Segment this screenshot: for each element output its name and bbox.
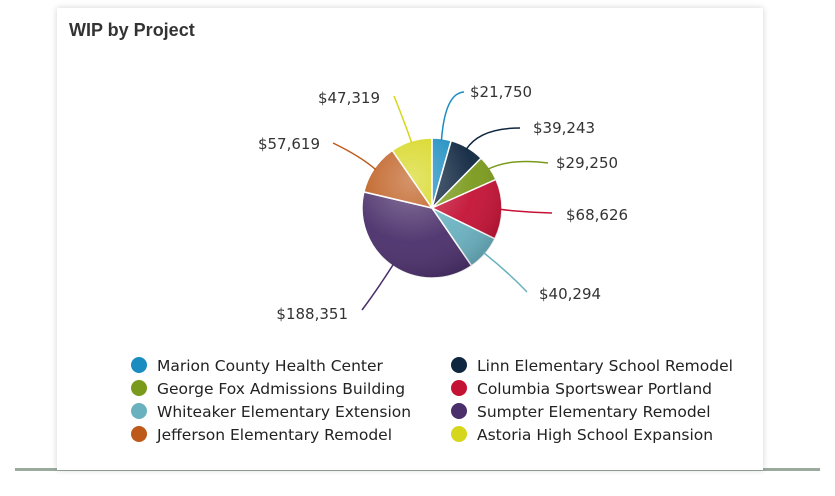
data-label-4: $40,294 — [539, 285, 602, 303]
data-label-0: $21,750 — [470, 83, 533, 101]
legend-label-5: Sumpter Elementary Remodel — [477, 403, 711, 421]
legend-label-3: Columbia Sportswear Portland — [477, 380, 712, 398]
leader-line-7 — [394, 96, 412, 143]
leader-line-5 — [362, 264, 394, 310]
data-label-6: $57,619 — [257, 135, 320, 153]
legend-item-1[interactable] — [451, 357, 733, 375]
data-label-3: $68,626 — [566, 206, 629, 224]
data-label-1: $39,243 — [533, 119, 596, 137]
legend-swatch-7 — [451, 426, 467, 442]
leader-line-6 — [333, 143, 376, 170]
leader-line-2 — [488, 161, 548, 169]
leader-line-3 — [500, 209, 552, 213]
legend-label-0: Marion County Health Center — [157, 357, 383, 375]
legend-label-1: Linn Elementary School Remodel — [477, 357, 733, 375]
legend-label-2: George Fox Admissions Building — [157, 380, 406, 398]
legend-label-7: Astoria High School Expansion — [477, 426, 714, 444]
legend-item-3[interactable] — [451, 380, 712, 398]
data-label-5: $188,351 — [276, 305, 348, 323]
legend-item-2[interactable] — [131, 380, 405, 398]
legend-swatch-5 — [451, 403, 467, 419]
legend-label-4: Whiteaker Elementary Extension — [157, 403, 412, 421]
legend-swatch-6 — [131, 426, 147, 442]
data-label-2: $29,250 — [556, 154, 619, 172]
legend-label-6: Jefferson Elementary Remodel — [157, 426, 393, 444]
leader-line-4 — [483, 252, 527, 292]
legend-swatch-0 — [131, 357, 147, 373]
widget-title: WIP by Project — [69, 20, 195, 40]
legend-item-0[interactable] — [131, 357, 384, 375]
data-label-7: $47,319 — [317, 89, 380, 107]
legend-item-7[interactable] — [451, 426, 713, 444]
legend-swatch-4 — [131, 403, 147, 419]
legend-item-4[interactable] — [131, 403, 411, 421]
legend-item-5[interactable] — [451, 403, 711, 421]
leader-line-0 — [441, 92, 464, 141]
legend-swatch-3 — [451, 380, 467, 396]
legend-swatch-2 — [131, 380, 147, 396]
legend-swatch-1 — [451, 357, 467, 373]
legend-item-6[interactable] — [131, 426, 392, 444]
leader-line-1 — [466, 128, 520, 149]
